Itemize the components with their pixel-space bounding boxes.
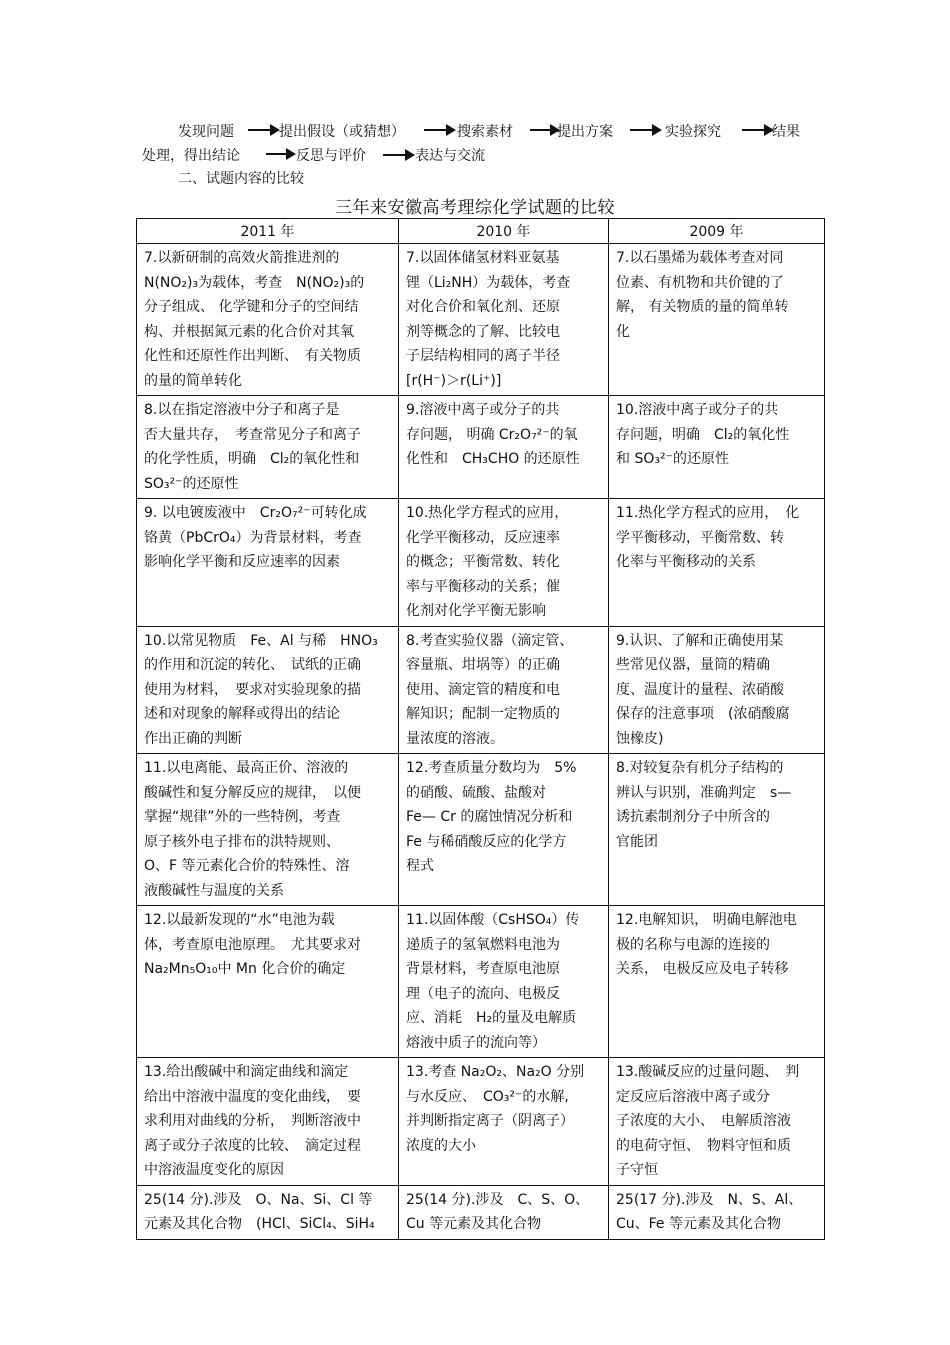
cell-text-line: 位素、有机物和共价键的了 (616, 274, 784, 291)
flow-line-1 (178, 119, 818, 141)
cell-text-line: 化剂对化学平衡无影响 (406, 603, 546, 619)
cell-text-line: 子层结构相同的离子半径 (406, 348, 560, 364)
flow-step-3: 搜索素材 (457, 124, 513, 140)
cell-text-line: 25(14 分).涉及 C、S、O、 (406, 1191, 590, 1208)
cell-text-line: 否大量共存， 考查常见分子和离子 (144, 426, 361, 443)
table-row (137, 906, 825, 1058)
arrow-icon (266, 148, 296, 160)
cell-text-line: 诱抗素制剂分子中所含的 (616, 809, 770, 825)
cell-text-line: 13.给出酸碱中和滴定曲线和滴定 (144, 1064, 349, 1080)
cell-text-line: 求利用对曲线的分析， 判断溶液中 (144, 1113, 361, 1129)
cell-text-line: 剂等概念的了解、比较电 (406, 323, 560, 340)
cell-text-line: 化率与平衡移动的关系 (616, 554, 756, 570)
table-cell-2010 (399, 396, 609, 499)
cell-text-line: 容量瓶、坩埚等）的正确 (406, 657, 560, 673)
table-cell-2011 (137, 906, 399, 1058)
comparison-table (136, 218, 825, 1240)
arrow-icon (530, 124, 560, 136)
cell-text-line: 25(14 分).涉及 O、Na、Si、Cl 等 (144, 1191, 373, 1208)
flow-step-1: 发现问题 (178, 124, 234, 140)
cell-text-line: SO₃²⁻的还原性 (144, 475, 239, 492)
cell-text-line: 和 SO₃²⁻的还原性 (616, 451, 729, 467)
flow-step-7: 反思与评价 (296, 148, 366, 164)
cell-text-line: [r(H⁻)＞r(Li⁺)] (406, 372, 502, 389)
cell-text-line: 学平衡移动，平衡常数、转 (616, 529, 784, 546)
table-cell-2009 (609, 1185, 825, 1239)
table-cell-2009 (609, 1058, 825, 1186)
cell-text-line: Fe— Cr 的腐蚀情况分析和 (406, 809, 573, 825)
cell-text-line: 锂（Li₂NH）为载体，考查 (406, 274, 571, 291)
cell-text-line: 化 (616, 323, 630, 340)
arrow-icon (383, 149, 415, 161)
cell-text-line: 存问题， 明确 Cr₂O₇²⁻的氧 (406, 426, 578, 443)
cell-text-line: 9. 以电镀废液中 Cr₂O₇²⁻可转化成 (144, 505, 367, 521)
cell-text-line: 极的名称与电源的连接的 (616, 936, 770, 953)
table-cell-2010 (399, 499, 609, 627)
cell-text-line: 10.溶液中离子或分子的共 (616, 402, 779, 418)
cell-text-line: 对化合价和氧化剂、还原 (406, 299, 560, 315)
cell-text-line: 酸碱性和复分解反应的规律， 以便 (144, 784, 361, 801)
table-row (137, 754, 825, 906)
cell-text-line: 述和对现象的解释或得出的结论 (144, 706, 340, 722)
cell-text-line: 化学平衡移动，反应速率 (406, 529, 560, 546)
table-row (137, 244, 825, 396)
cell-text-line: 的电荷守恒、 物料守恒和质 (616, 1137, 791, 1154)
cell-text-line: 体，考查原电池原理。 尤其要求对 (144, 936, 361, 953)
cell-text-line: O、F 等元素化合价的特殊性、溶 (144, 858, 350, 874)
cell-text-line: 子浓度的大小、 电解质溶液 (616, 1113, 791, 1129)
cell-text-line: 11.以电离能、最高正价、溶液的 (144, 760, 349, 776)
cell-text-line: 元素及其化合物 (HCl、SiCl₄、SiH₄ (144, 1216, 375, 1232)
column-header-2010: 2010 年 (399, 219, 609, 244)
cell-text-line: 的概念；平衡常数、转化 (406, 554, 560, 570)
cell-text-line: 给出中溶液中温度的变化曲线， 要 (144, 1088, 361, 1105)
table-cell-2010 (399, 626, 609, 754)
cell-text-line: 度、温度计的量程、浓硝酸 (616, 681, 784, 698)
table-cell-2009 (609, 626, 825, 754)
cell-text-line: N(NO₂)₃为载体，考查 N(NO₂)₃的 (144, 274, 365, 291)
cell-text-line: 与水反应、 CO₃²⁻的水解, (406, 1088, 569, 1105)
cell-text-line: 存问题，明确 Cl₂的氧化性 (616, 426, 790, 443)
arrow-icon (424, 124, 456, 136)
cell-text-line: Cu、Fe 等元素及其化合物 (616, 1216, 781, 1232)
section-heading: 二、试题内容的比较 (178, 171, 304, 187)
table-cell-2010 (399, 1185, 609, 1239)
cell-text-line: 官能团 (616, 833, 658, 850)
cell-text-line: 8.考查实验仪器（滴定管、 (406, 632, 574, 649)
table-cell-2011 (137, 754, 399, 906)
cell-text-line: 7.以新研制的高效火箭推进剂的 (144, 250, 340, 266)
cell-text-line: 11.热化学方程式的应用， 化 (616, 505, 800, 521)
cell-text-line: 程式 (406, 858, 434, 874)
cell-text-line: 解知识；配制一定物质的 (406, 706, 560, 722)
cell-text-line: 铬黄（PbCrO₄）为背景材料，考查 (144, 529, 362, 546)
cell-text-line: Fe 与稀硝酸反应的化学方 (406, 833, 567, 850)
flow-step-2: 提出假设（或猜想） (279, 124, 405, 140)
cell-text-line: 的化学性质，明确 Cl₂的氧化性和 (144, 451, 360, 467)
cell-text-line: 化性和 CH₃CHO 的还原性 (406, 451, 580, 467)
flow-step-6b: 处理，得出结论 (142, 148, 240, 164)
table-cell-2010 (399, 754, 609, 906)
cell-text-line: 化性和还原性作出判断、 有关物质 (144, 348, 361, 364)
table-row (137, 1185, 825, 1239)
table-row (137, 499, 825, 627)
flow-step-5: 实验探究 (665, 124, 721, 140)
table-row (137, 1058, 825, 1186)
table-cell-2009 (609, 906, 825, 1058)
column-header-2009: 2009 年 (609, 219, 825, 244)
cell-text-line: 作出正确的判断 (144, 730, 242, 747)
cell-text-line: Na₂Mn₅O₁₀中 Mn 化合价的确定 (144, 961, 346, 977)
cell-text-line: 9.认识、了解和正确使用某 (616, 632, 784, 649)
table-cell-2009 (609, 754, 825, 906)
table-row (137, 626, 825, 754)
cell-text-line: 定反应后溶液中离子或分 (616, 1088, 770, 1105)
cell-text-line: 率与平衡移动的关系；催 (406, 578, 560, 595)
cell-text-line: 8.对较复杂有机分子结构的 (616, 760, 784, 776)
cell-text-line: 使用为材料， 要求对实验现象的描 (144, 681, 361, 698)
cell-text-line: 关系， 电极反应及电子转移 (616, 961, 789, 977)
cell-text-line: 影响化学平衡和反应速率的因素 (144, 554, 340, 570)
cell-text-line: 的硝酸、硫酸、盐酸对 (406, 784, 546, 801)
cell-text-line: 保存的注意事项 (浓硝酸腐 (616, 706, 790, 722)
cell-text-line: 12.以最新发现的“水”电池为载 (144, 912, 335, 928)
cell-text-line: 些常见仪器，量筒的精确 (616, 657, 770, 673)
cell-text-line: 13.酸碱反应的过量问题、 判 (616, 1064, 800, 1080)
flow-step-8: 表达与交流 (415, 148, 485, 164)
cell-text-line: 应、消耗 H₂的量及电解质 (406, 1010, 577, 1026)
arrow-icon (742, 124, 774, 136)
arrow-icon (630, 124, 662, 136)
cell-text-line: 理（电子的流向、电极反 (406, 985, 560, 1002)
flow-step-4: 提出方案 (557, 124, 613, 140)
cell-text-line: 背景材料，考查原电池原 (406, 961, 560, 977)
cell-text-line: 分子组成、 化学键和分子的空间结 (144, 299, 359, 315)
table-cell-2011 (137, 626, 399, 754)
cell-text-line: 11.以固体酸（CsHSO₄）传 (406, 912, 580, 928)
cell-text-line: 原子核外电子排布的洪特规则、 (144, 833, 340, 850)
cell-text-line: 12.电解知识， 明确电解池电 (616, 912, 797, 928)
table-cell-2009 (609, 499, 825, 627)
table-cell-2011 (137, 1058, 399, 1186)
cell-text-line: 12.考查质量分数均为 5% (406, 760, 577, 776)
column-header-2011: 2011 年 (137, 219, 399, 244)
table-cell-2011 (137, 396, 399, 499)
cell-text-line: 解， 有关物质的量的简单转 (616, 299, 789, 315)
table-header-row (137, 219, 825, 244)
table-cell-2009 (609, 244, 825, 396)
cell-text-line: 25(17 分).涉及 N、S、Al、 (616, 1191, 803, 1208)
cell-text-line: 并判断指定离子（阴离子） (406, 1113, 574, 1129)
cell-text-line: 使用、滴定管的精度和电 (406, 681, 560, 698)
cell-text-line: 量浓度的溶液。 (406, 730, 504, 747)
cell-text-line: 9.溶液中离子或分子的共 (406, 402, 560, 418)
cell-text-line: Cu 等元素及其化合物 (406, 1216, 542, 1232)
table-cell-2010 (399, 906, 609, 1058)
arrow-icon (248, 124, 280, 136)
table-title: 三年来安徽高考理综化学试题的比较 (335, 198, 615, 218)
cell-text-line: 7.以固体储氢材料亚氨基 (406, 250, 560, 266)
table-cell-2010 (399, 1058, 609, 1186)
table-cell-2011 (137, 1185, 399, 1239)
cell-text-line: 13.考查 Na₂O₂、Na₂O 分别 (406, 1064, 585, 1080)
flow-line-2 (142, 143, 822, 165)
cell-text-line: 10.热化学方程式的应用， (406, 505, 569, 521)
cell-text-line: 液酸碱性与温度的关系 (144, 882, 284, 899)
table-cell-2011 (137, 499, 399, 627)
cell-text-line: 蚀橡皮) (616, 730, 664, 747)
cell-text-line: 辨认与识别，准确判定 s— (616, 784, 792, 801)
cell-text-line: 构、并根据氮元素的化合价对其氧 (144, 323, 354, 340)
table-cell-2010 (399, 244, 609, 396)
cell-text-line: 子守恒 (616, 1162, 658, 1178)
cell-text-line: 的作用和沉淀的转化、 试纸的正确 (144, 657, 361, 673)
cell-text-line: 浓度的大小 (406, 1137, 476, 1154)
cell-text-line: 离子或分子浓度的比较、 滴定过程 (144, 1137, 361, 1154)
cell-text-line: 的量的简单转化 (144, 372, 242, 389)
cell-text-line: 中溶液温度变化的原因 (144, 1162, 284, 1178)
cell-text-line: 10.以常见物质 Fe、Al 与稀 HNO₃ (144, 632, 378, 649)
cell-text-line: 递质子的氢氧燃料电池为 (406, 936, 560, 953)
cell-text-line: 7.以石墨烯为载体考查对同 (616, 250, 784, 266)
cell-text-line: 掌握“规律”外的一些特例，考查 (144, 809, 341, 825)
cell-text-line: 熔液中质子的流向等） (406, 1034, 546, 1051)
table-row (137, 396, 825, 499)
cell-text-line: 8.以在指定溶液中分子和离子是 (144, 402, 340, 418)
table-cell-2011 (137, 244, 399, 396)
table-cell-2009 (609, 396, 825, 499)
flow-step-6a: 结果 (772, 124, 800, 140)
